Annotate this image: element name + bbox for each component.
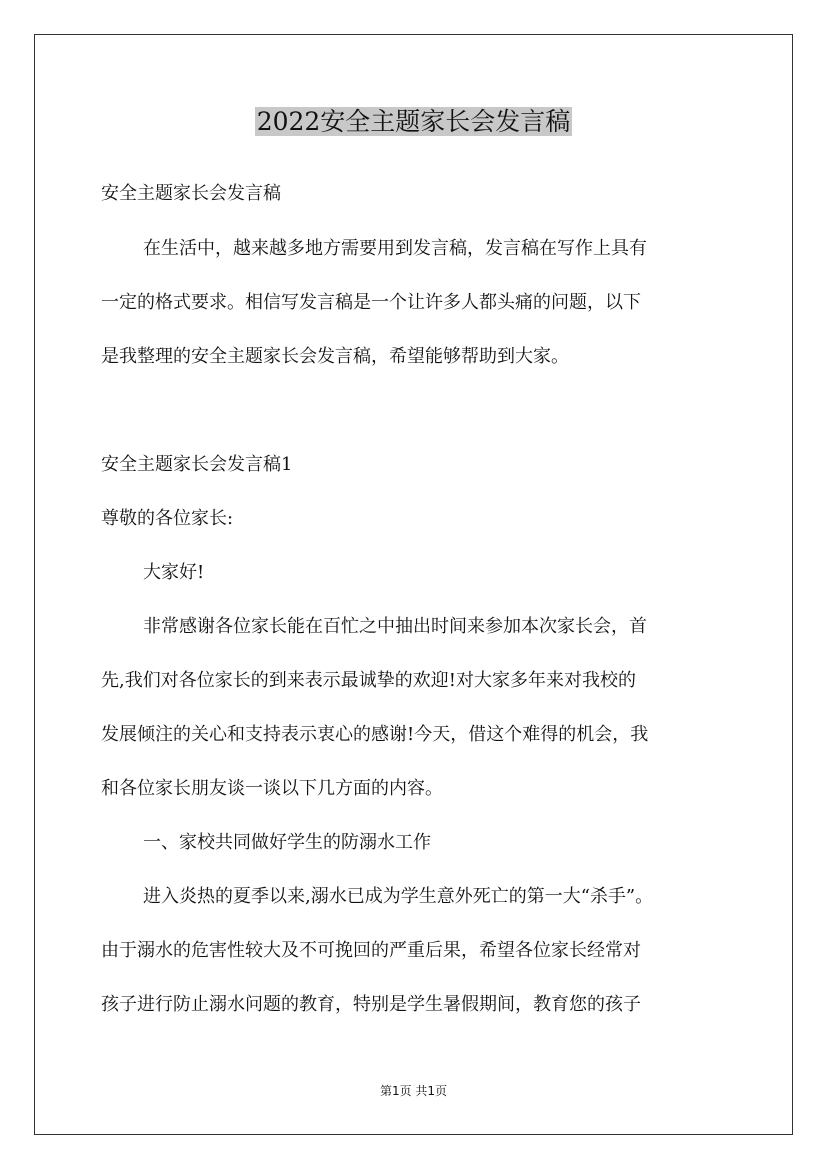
paragraph-line: 是我整理的安全主题家长会发言稿，希望能够帮助到大家。 <box>101 346 569 367</box>
paragraph-line: 和各位家长朋友谈一谈以下几方面的内容。 <box>101 778 443 799</box>
paragraph-line: 一定的格式要求。相信写发言稿是一个让许多人都头痛的问题，以下 <box>101 292 641 313</box>
subtitle-line: 安全主题家长会发言稿 <box>101 183 281 204</box>
paragraph-line: 非常感谢各位家长能在百忙之中抽出时间来参加本次家长会，首 <box>143 616 647 637</box>
page-number: 第1页 共1页 <box>379 1084 448 1098</box>
salutation: 尊敬的各位家长: <box>101 508 234 529</box>
section-heading: 安全主题家长会发言稿1 <box>101 454 293 475</box>
paragraph-line: 进入炎热的夏季以来,溺水已成为学生意外死亡的第一大“杀手”。 <box>143 886 654 907</box>
greeting: 大家好! <box>143 562 205 583</box>
paragraph-line: 先,我们对各位家长的到来表示最诚挚的欢迎!对大家多年来对我校的 <box>101 670 636 691</box>
paragraph-line: 由于溺水的危害性较大及不可挽回的严重后果，希望各位家长经常对 <box>101 940 641 961</box>
paragraph-line: 孩子进行防止溺水问题的教育，特别是学生暑假期间，教育您的孩子 <box>101 994 641 1015</box>
paragraph-line: 发展倾注的关心和支持表示衷心的感谢!今天，借这个难得的机会，我 <box>101 724 649 745</box>
paragraph-line: 在生活中，越来越多地方需要用到发言稿，发言稿在写作上具有 <box>143 238 647 259</box>
document-title <box>0 104 827 140</box>
title-text: 2022安全主题家长会发言稿 <box>256 107 571 136</box>
subsection-heading: 一、家校共同做好学生的防溺水工作 <box>143 832 431 853</box>
